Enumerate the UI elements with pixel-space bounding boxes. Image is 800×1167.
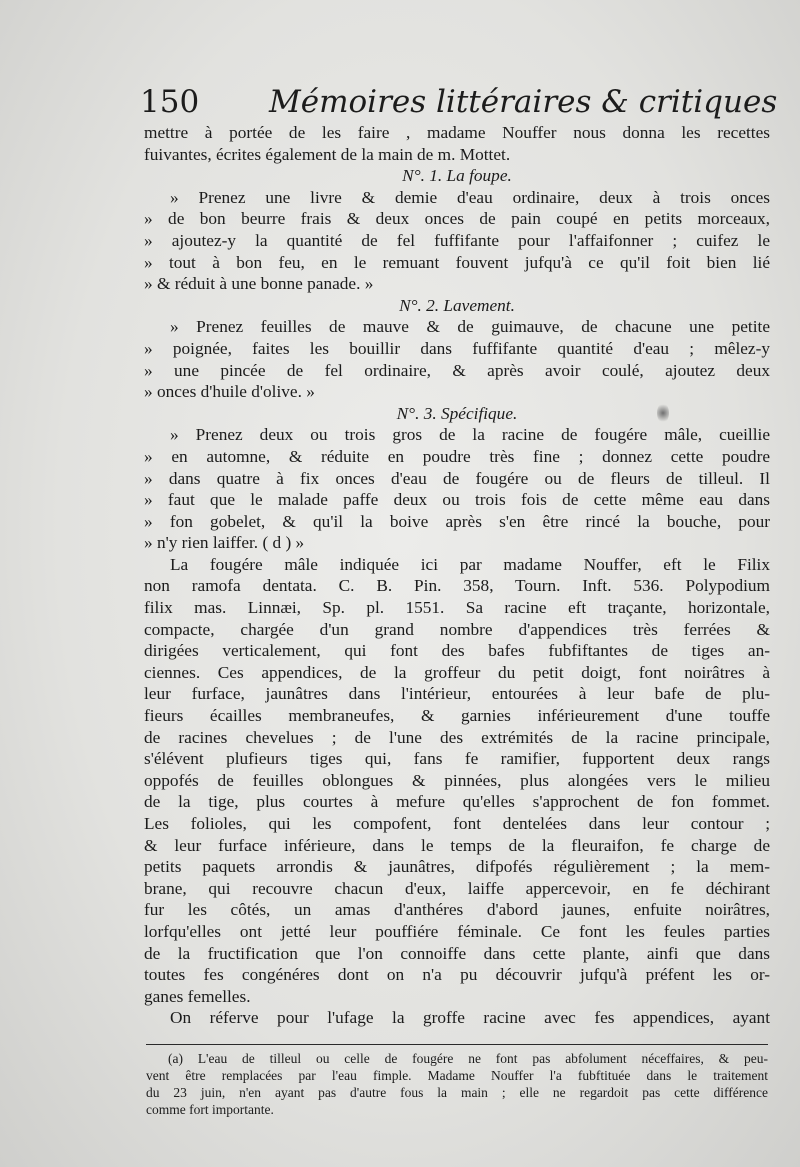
recipe-heading: N°. 1. La foupe.	[402, 166, 512, 186]
text-line: » en automne, & réduite en poudre très fine ; donnez cette poudre	[144, 446, 770, 466]
text-line: oppofés de feuilles oblongues & pinnées, plus alongées vers le milieu	[144, 770, 770, 790]
text-line: » faut que le malade paffe deux ou trois fois de cette même eau dans	[144, 490, 770, 510]
text-line: fieurs écailles membraneufes, & garnies inférieurement d'une touffe	[144, 706, 770, 726]
text-line: de racines chevelues ; de l'une des extrémités de la racine principale,	[144, 727, 770, 747]
text-line: » onces d'huile d'olive. »	[144, 382, 315, 402]
text-line: & leur furface inférieure, dans le temps de la fleuraifon, fe charge de	[144, 835, 770, 855]
text-line: La fougére mâle indiquée ici par madame Nouffer, eft le Filix	[170, 554, 770, 574]
text-line: s'élévent plufieurs tiges qui, fans fe ramifier, fupportent deux rangs	[144, 749, 770, 769]
footnote-line: du 23 juin, n'en ayant pas d'autre fous la main ; elle ne regardoit pas cette différence	[146, 1085, 768, 1100]
text-line: dirigées verticalement, qui font des bafes fubfiftantes de tiges an-	[144, 641, 770, 661]
text-line: compacte, chargée d'un grand nombre d'appendices très ferrées &	[144, 619, 770, 639]
ink-smudge	[657, 403, 669, 423]
text-line: » Prenez feuilles de mauve & de guimauve, de chacune une petite	[170, 317, 770, 337]
text-line: » une pincée de fel ordinaire, & après avoir coulé, ajoutez deux	[144, 360, 770, 380]
footnote-line: (a) L'eau de tilleul ou celle de fougére ne font pas abfolument néceffaires, & peu-	[168, 1051, 768, 1066]
recipe-heading: N°. 3. Spécifique.	[396, 403, 518, 423]
footnote-divider	[146, 1044, 768, 1045]
text-line: » fon gobelet, & qu'il la boive après s'en être rincé la bouche, pour	[144, 511, 770, 531]
text-line: lorfqu'elles ont jetté leur pouffiére féminale. Ce font les feules parties	[144, 921, 770, 941]
text-line: ganes femelles.	[144, 986, 251, 1006]
text-line: de la fructification que l'on connoiffe dans cette plante, ainfi que dans	[144, 943, 770, 963]
body-text	[144, 122, 770, 1029]
text-line: » & réduit à une bonne panade. »	[144, 274, 374, 294]
text-line: mettre à portée de les faire , madame Nouffer nous donna les recettes	[144, 123, 770, 142]
text-line: brane, qui recouvre chacun d'eux, laiffe appercevoir, en fe déchirant	[144, 878, 770, 898]
text-line: » ajoutez-y la quantité de fel fuffifante pour l'affaifonner ; cuifez le	[144, 230, 770, 250]
text-line: non ramofa dentata. C. B. Pin. 358, Tourn. Inft. 536. Polypodium	[144, 576, 770, 596]
text-line: » Prenez deux ou trois gros de la racine de fougére mâle, cueillie	[170, 425, 770, 445]
text-line: » Prenez une livre & demie d'eau ordinaire, deux à trois onces	[170, 187, 770, 207]
text-line: Les folioles, qui les compofent, font dentelées dans leur contour ;	[144, 814, 770, 833]
text-line: » dans quatre à fix onces d'eau de fougére ou de fleurs de tilleul. Il	[144, 468, 770, 488]
footnote-line: vent être remplacées par l'eau fimple. Madame Nouffer l'a fubftituée dans le traitement	[146, 1068, 768, 1083]
text-line: fuivantes, écrites également de la main de m. Mottet.	[144, 144, 511, 164]
text-line: leur furface, jaunâtres dans l'intérieur, entourées à leur bafe de plu-	[144, 684, 770, 704]
text-line: toutes fes congénéres dont on n'a pu découvrir jufqu'à préfent les or-	[144, 965, 770, 985]
page-header	[140, 84, 778, 120]
text-line: ciennes. Ces appendices, de la groffeur du petit doigt, font noirâtres à	[144, 662, 770, 682]
text-line: » poignée, faites les bouillir dans fuffifante quantité d'eau ; mêlez-y	[144, 338, 770, 358]
text-line: » de bon beurre frais & deux onces de pain coupé en petits morceaux,	[144, 209, 770, 229]
text-line: On réferve pour l'ufage la groffe racine avec fes appendices, ayant	[170, 1008, 770, 1028]
running-title: Mémoires littéraires & critiques	[269, 84, 778, 120]
text-line: fur les côtés, un amas d'anthéres d'abord jaunes, enfuite noirâtres,	[144, 900, 770, 920]
page-number: 150	[140, 84, 200, 120]
text-line: de la tige, plus courtes à mefure qu'elles s'approchent de fon fommet.	[144, 792, 770, 812]
footnote	[146, 1050, 768, 1118]
text-line: » n'y rien laiffer. ( d ) »	[144, 533, 305, 553]
footnote-line: comme fort importante.	[146, 1102, 274, 1117]
text-line: » tout à bon feu, en le remuant fouvent jufqu'à ce qu'il foit bien lié	[144, 252, 770, 272]
recipe-heading: N°. 2. Lavement.	[399, 295, 515, 315]
text-line: petits paquets arrondis & jaunâtres, difpofés régulièrement ; la mem-	[144, 857, 770, 877]
text-line: filix mas. Linnæi, Sp. pl. 1551. Sa racine eft traçante, horizontale,	[144, 598, 770, 618]
